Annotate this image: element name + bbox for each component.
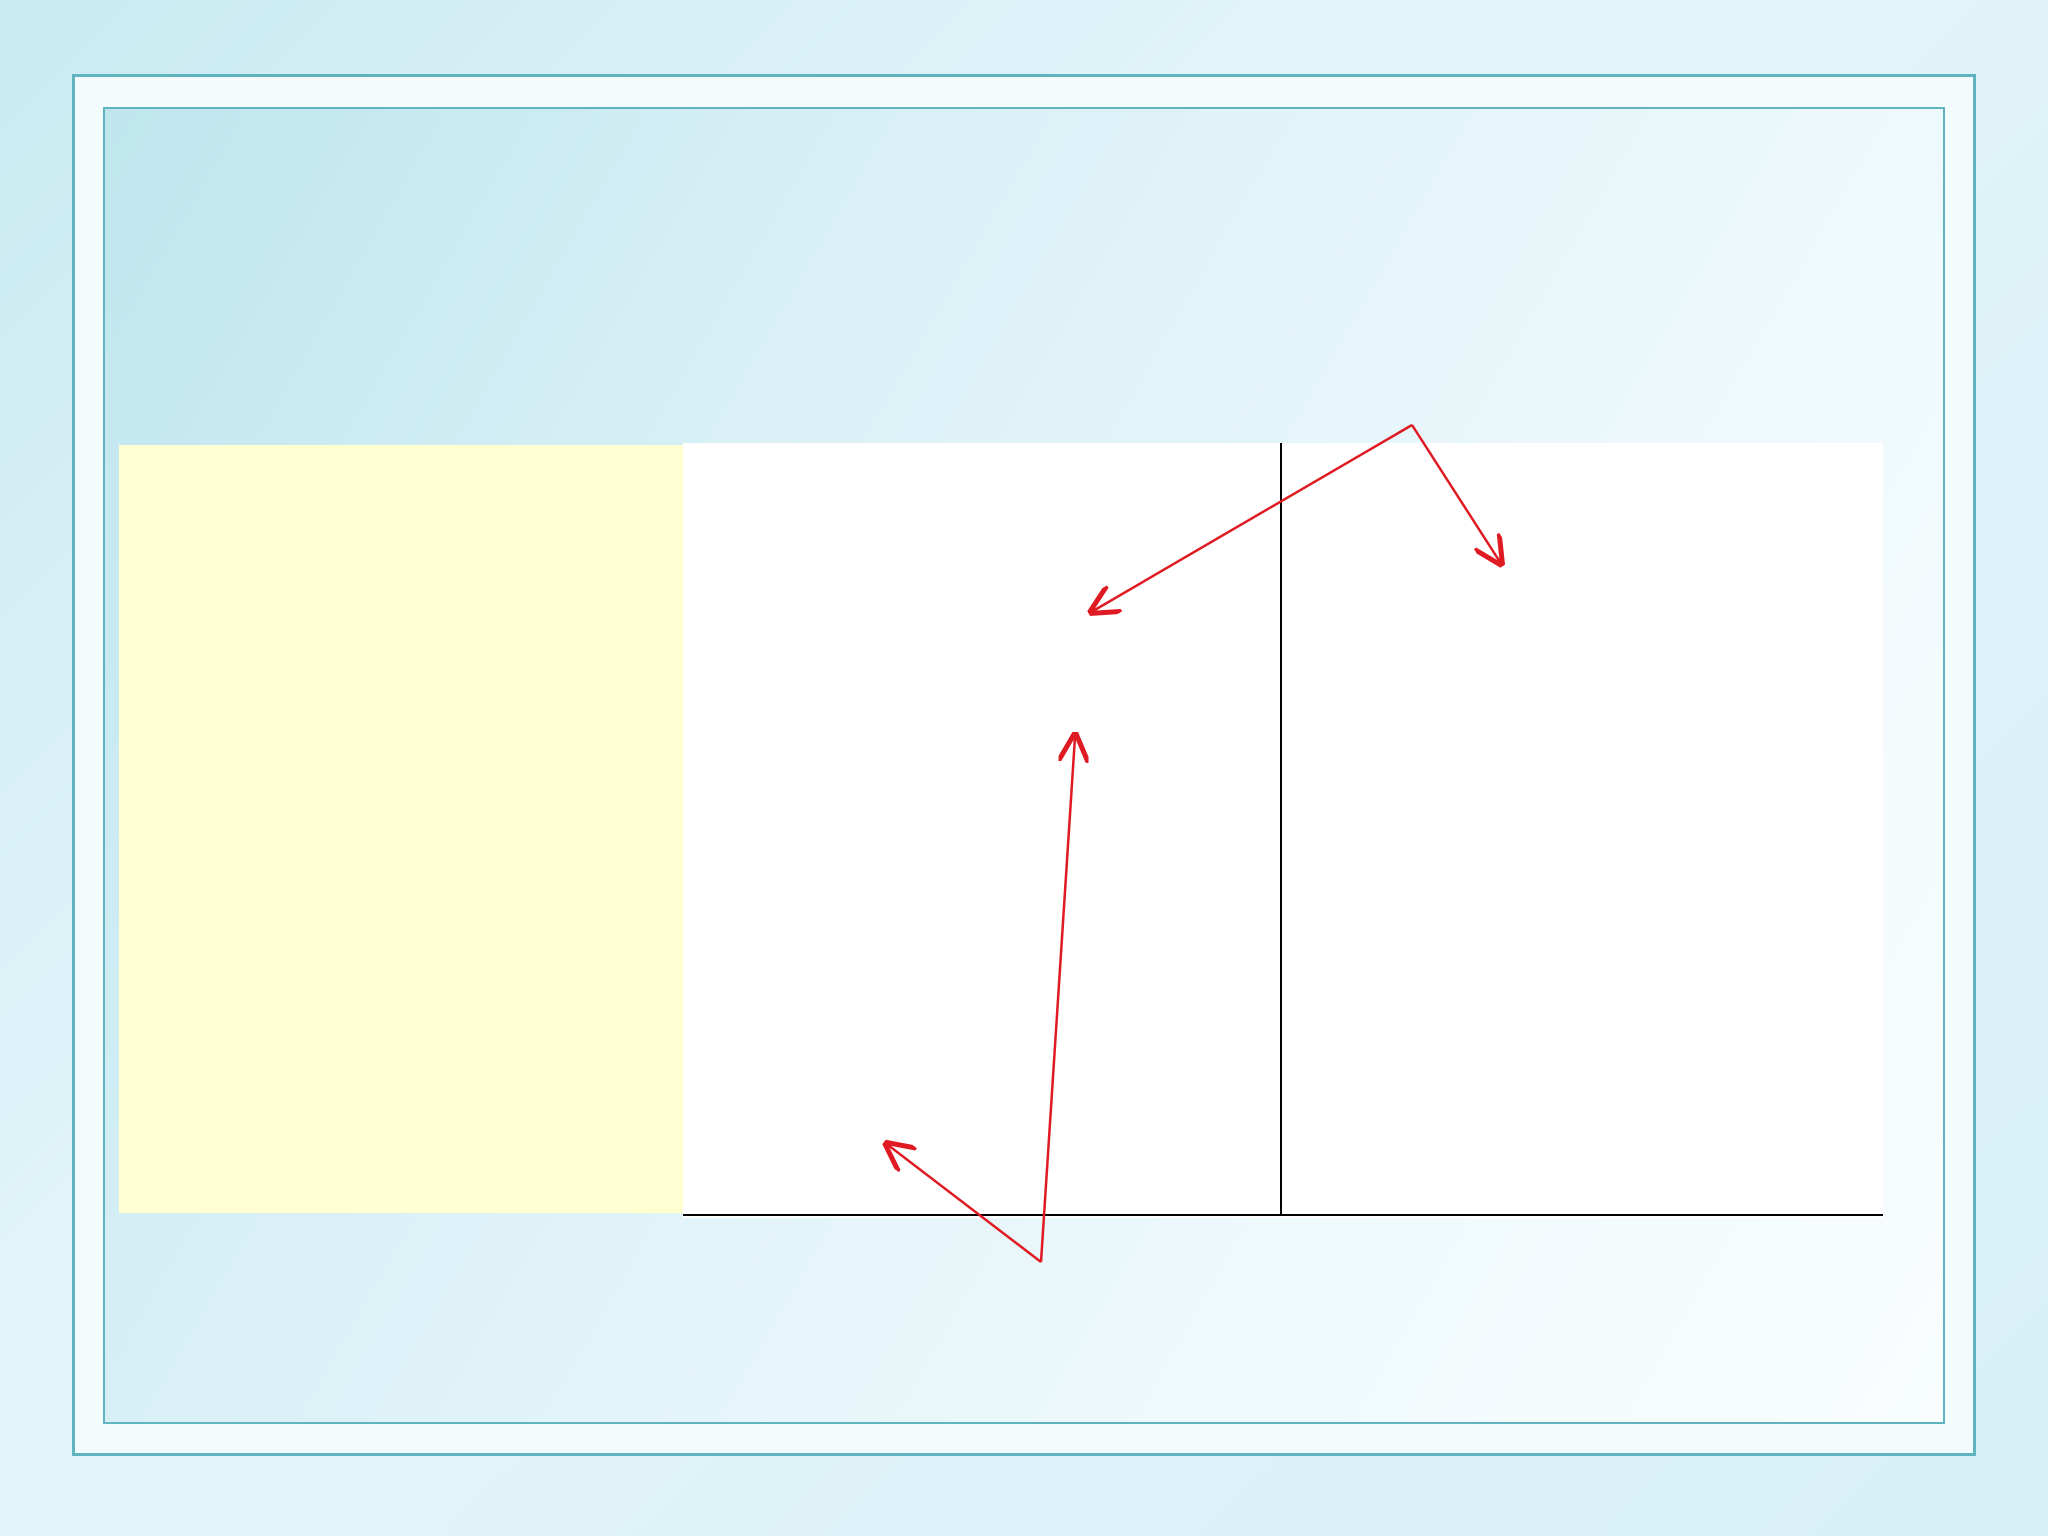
newsletter-figure — [683, 443, 1883, 1218]
bullet-box — [119, 445, 683, 1213]
newsletter-screenshot — [683, 443, 1883, 1218]
